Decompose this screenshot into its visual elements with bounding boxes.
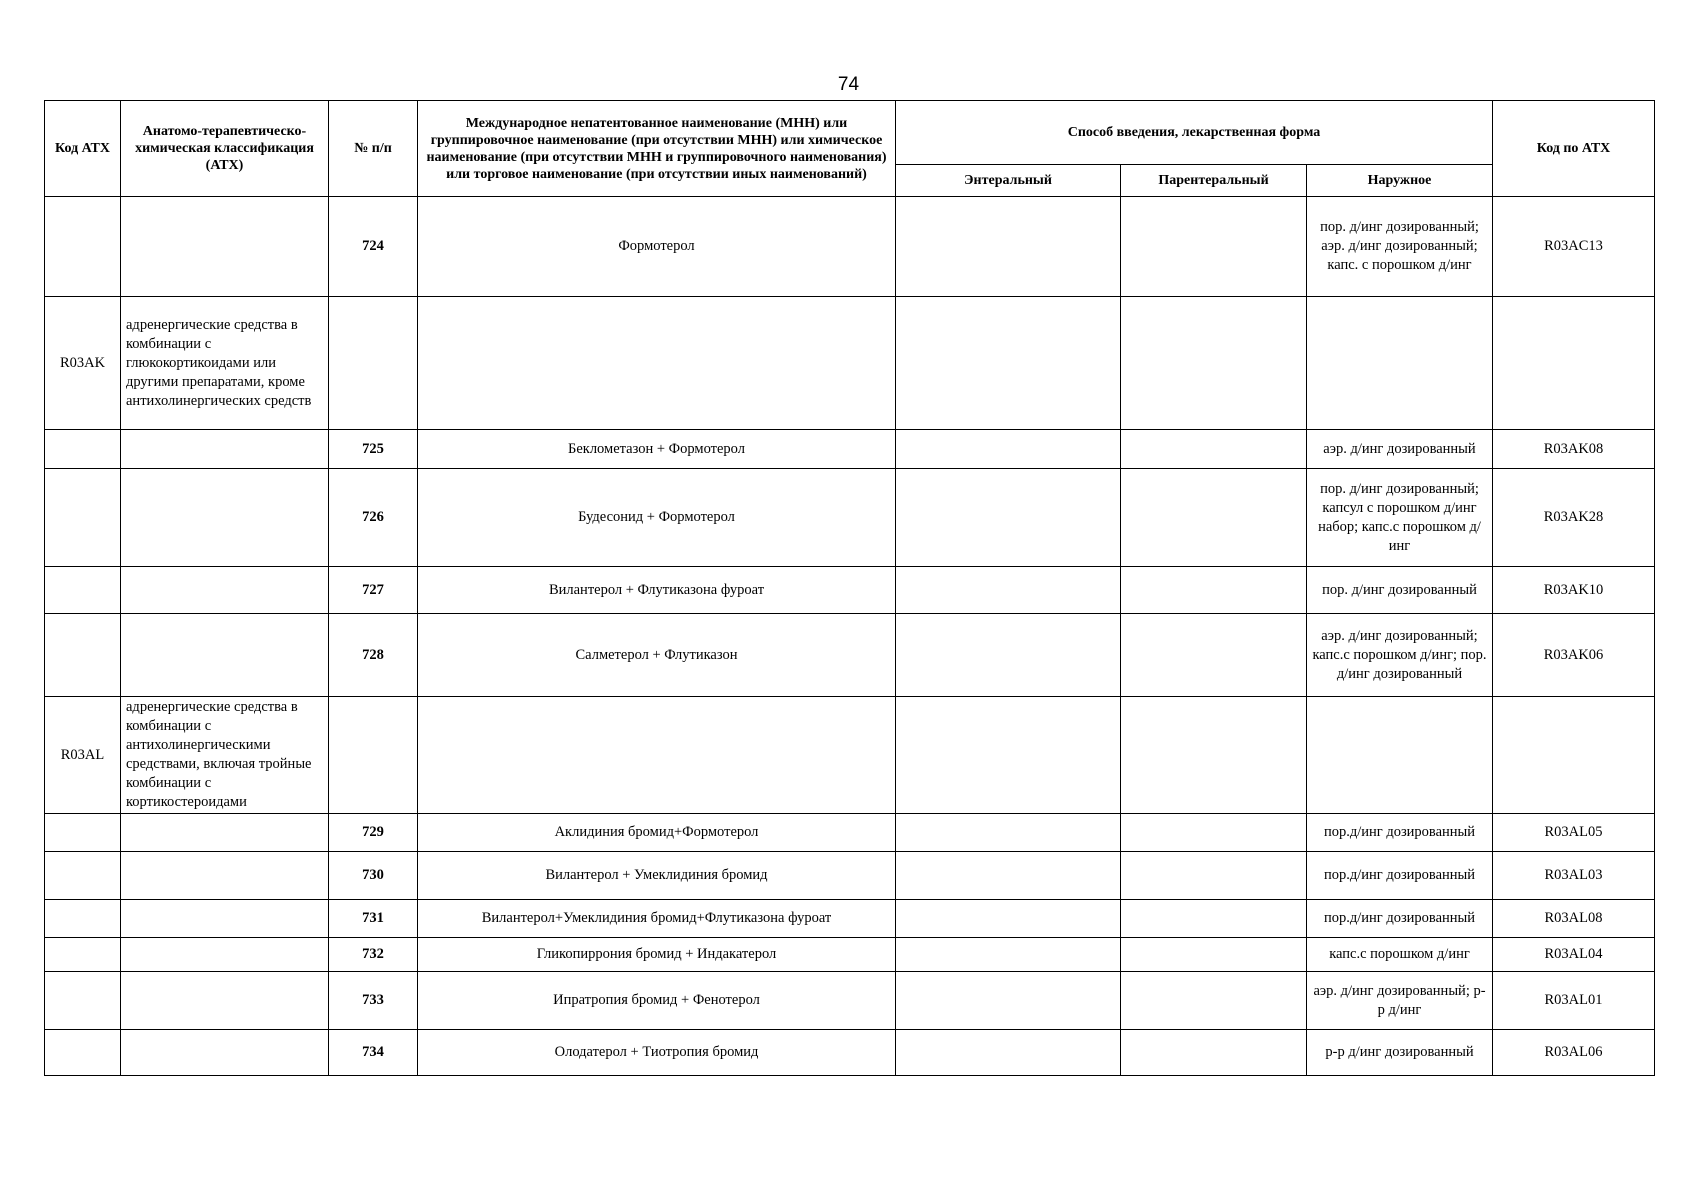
atc-code-right-cell: R03AL01 [1493,972,1655,1030]
table-row [45,900,1655,938]
table-row [45,469,1655,567]
table-row [45,567,1655,614]
atc-code-cell [45,1030,121,1076]
header-parenteral: Парентеральный [1121,165,1307,197]
enteral-cell [896,430,1121,469]
classification-cell [121,938,329,972]
header-atc-classification: Анатомо-терапевтическо-химическая классификация (АТХ) [121,101,329,197]
table-row [45,614,1655,697]
atc-code-right-cell: R03AL08 [1493,900,1655,938]
classification-cell [121,614,329,697]
row-number-cell: 728 [329,614,418,697]
drug-table [44,100,1655,1076]
atc-code-cell: R03AL [45,697,121,814]
drug-name-cell: Беклометазон + Формотерол [418,430,896,469]
parenteral-cell [1121,938,1307,972]
classification-cell [121,430,329,469]
atc-code-right-cell: R03AK10 [1493,567,1655,614]
classification-cell: адренергические средства в комбинации с глюкокортикоидами или другими препаратами, кроме антихолинергических средств [121,297,329,430]
drug-name-cell [418,697,896,814]
enteral-cell [896,614,1121,697]
classification-cell [121,900,329,938]
external-form-cell: пор.д/инг дозированный [1307,900,1493,938]
enteral-cell [896,938,1121,972]
external-form-cell: аэр. д/инг дозированный [1307,430,1493,469]
table-row [45,938,1655,972]
atc-code-cell [45,972,121,1030]
atc-code-cell: R03AK [45,297,121,430]
enteral-cell [896,814,1121,852]
header-route: Способ введения, лекарственная форма [896,101,1493,165]
enteral-cell [896,197,1121,297]
parenteral-cell [1121,852,1307,900]
external-form-cell: аэр. д/инг дозированный; капс.с порошком д/инг; пор. д/инг дозированный [1307,614,1493,697]
table-row [45,972,1655,1030]
external-form-cell: р-р д/инг дозированный [1307,1030,1493,1076]
atc-code-right-cell: R03AK06 [1493,614,1655,697]
table-row [45,697,1655,814]
row-number-cell: 730 [329,852,418,900]
atc-code-right-cell: R03AK28 [1493,469,1655,567]
enteral-cell [896,900,1121,938]
external-form-cell: пор.д/инг дозированный [1307,852,1493,900]
atc-code-cell [45,197,121,297]
drug-name-cell: Гликопиррония бромид + Индакатерол [418,938,896,972]
table-row [45,430,1655,469]
atc-code-right-cell: R03AL03 [1493,852,1655,900]
external-form-cell: аэр. д/инг дозированный; р-р д/инг [1307,972,1493,1030]
drug-name-cell: Вилантерол + Флутиказона фуроат [418,567,896,614]
classification-cell [121,814,329,852]
enteral-cell [896,972,1121,1030]
table-row [45,814,1655,852]
header-external: Наружное [1307,165,1493,197]
enteral-cell [896,567,1121,614]
parenteral-cell [1121,197,1307,297]
table-row [45,852,1655,900]
row-number-cell: 734 [329,1030,418,1076]
header-atc-code: Код АТХ [45,101,121,197]
table-row [45,1030,1655,1076]
drug-name-cell: Будесонид + Формотерол [418,469,896,567]
page-number: 74 [837,74,860,95]
row-number-cell: 732 [329,938,418,972]
drug-name-cell: Формотерол [418,197,896,297]
drug-name-cell: Олодатерол + Тиотропия бромид [418,1030,896,1076]
enteral-cell [896,469,1121,567]
parenteral-cell [1121,1030,1307,1076]
table-body [45,197,1655,1076]
classification-cell [121,197,329,297]
atc-code-right-cell: R03AL06 [1493,1030,1655,1076]
enteral-cell [896,697,1121,814]
row-number-cell [329,697,418,814]
table-row [45,197,1655,297]
atc-code-right-cell: R03AK08 [1493,430,1655,469]
external-form-cell: пор. д/инг дозированный; капсул с порошком д/инг набор; капс.с порошком д/инг [1307,469,1493,567]
atc-code-cell [45,852,121,900]
parenteral-cell [1121,469,1307,567]
classification-cell [121,972,329,1030]
parenteral-cell [1121,297,1307,430]
atc-code-right-cell: R03AL04 [1493,938,1655,972]
classification-cell [121,567,329,614]
header-atc-code-right: Код по АТХ [1493,101,1655,197]
parenteral-cell [1121,972,1307,1030]
drug-name-cell: Аклидиния бромид+Формотерол [418,814,896,852]
external-form-cell [1307,697,1493,814]
row-number-cell: 727 [329,567,418,614]
external-form-cell: пор. д/инг дозированный [1307,567,1493,614]
atc-code-cell [45,567,121,614]
enteral-cell [896,1030,1121,1076]
classification-cell [121,852,329,900]
header-name: Международное непатентованное наименование (МНН) или группировочное наименование (при отсутствии МНН) или химическое наименование (при отсутствии МНН и группировочного наименования) или торговое наименование (при отсутствии иных наименований) [418,101,896,197]
atc-code-cell [45,614,121,697]
drug-name-cell: Салметерол + Флутиказон [418,614,896,697]
classification-cell [121,1030,329,1076]
parenteral-cell [1121,430,1307,469]
external-form-cell: пор.д/инг дозированный [1307,814,1493,852]
external-form-cell: пор. д/инг дозированный; аэр. д/инг дозированный; капс. с порошком д/инг [1307,197,1493,297]
atc-code-cell [45,469,121,567]
drug-name-cell: Ипратропия бромид + Фенотерол [418,972,896,1030]
parenteral-cell [1121,697,1307,814]
atc-code-cell [45,814,121,852]
atc-code-right-cell: R03AL05 [1493,814,1655,852]
atc-code-cell [45,938,121,972]
enteral-cell [896,297,1121,430]
drug-name-cell: Вилантерол+Умеклидиния бромид+Флутиказона фуроат [418,900,896,938]
classification-cell [121,469,329,567]
classification-cell: адренергические средства в комбинации с антихолинергическими средствами, включая тройные комбинации с кортикостероидами [121,697,329,814]
header-enteral: Энтеральный [896,165,1121,197]
drug-name-cell [418,297,896,430]
parenteral-cell [1121,567,1307,614]
atc-code-right-cell [1493,697,1655,814]
row-number-cell: 726 [329,469,418,567]
atc-code-cell [45,900,121,938]
atc-code-right-cell: R03AC13 [1493,197,1655,297]
atc-code-cell [45,430,121,469]
row-number-cell: 729 [329,814,418,852]
row-number-cell [329,297,418,430]
parenteral-cell [1121,900,1307,938]
row-number-cell: 731 [329,900,418,938]
header-number: № п/п [329,101,418,197]
drug-name-cell: Вилантерол + Умеклидиния бромид [418,852,896,900]
external-form-cell: капс.с порошком д/инг [1307,938,1493,972]
row-number-cell: 725 [329,430,418,469]
parenteral-cell [1121,814,1307,852]
external-form-cell [1307,297,1493,430]
enteral-cell [896,852,1121,900]
table-row [45,297,1655,430]
parenteral-cell [1121,614,1307,697]
atc-code-right-cell [1493,297,1655,430]
row-number-cell: 733 [329,972,418,1030]
row-number-cell: 724 [329,197,418,297]
